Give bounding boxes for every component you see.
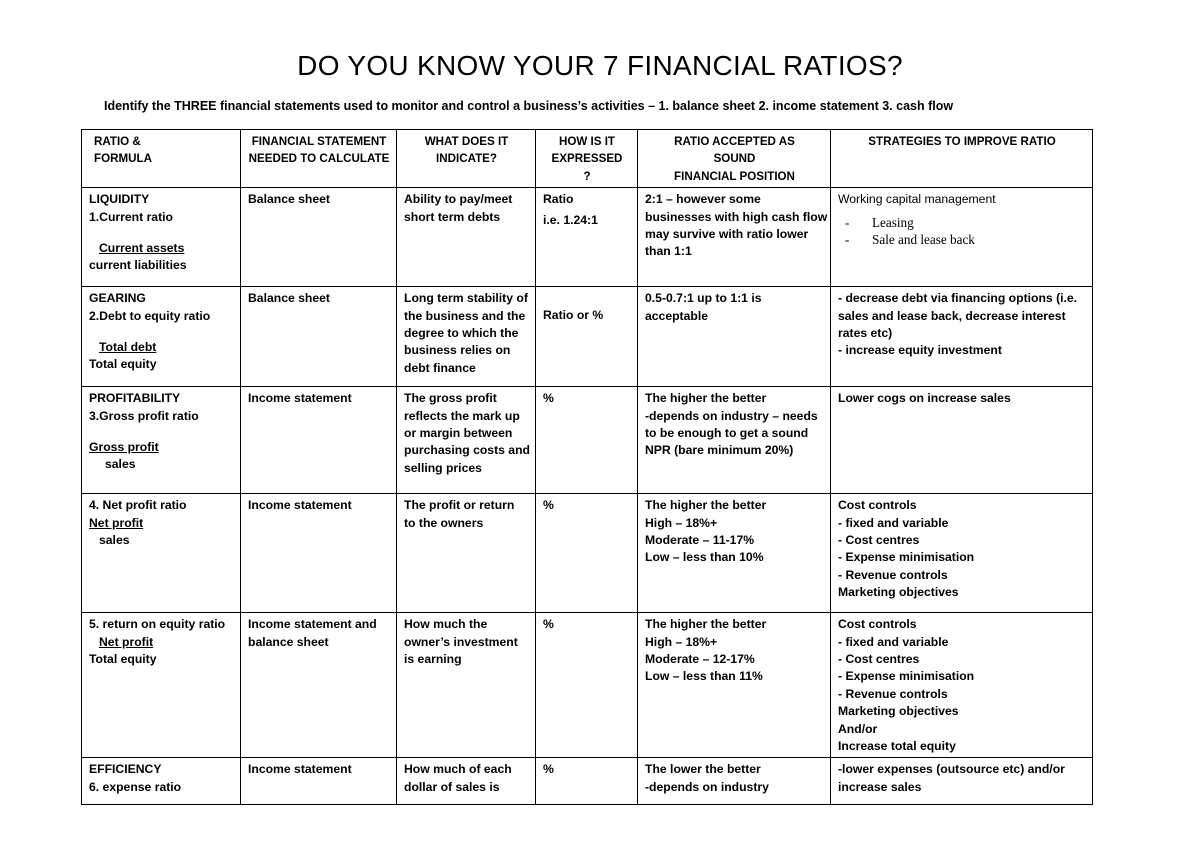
- table-row: [82, 758, 1093, 805]
- strategy-bullet-list: [838, 214, 1086, 248]
- expressed-cell: %: [536, 613, 638, 758]
- accepted-cell: 0.5-0.7:1 up to 1:1 is acceptable: [638, 287, 831, 387]
- indicates-cell: The profit or return to the owners: [397, 494, 536, 613]
- ratio-formula-cell: EFFICIENCY 6. expense ratio: [82, 758, 241, 805]
- formula-denominator: Total equity: [89, 357, 157, 372]
- statement-cell: Balance sheet: [241, 287, 397, 387]
- header-strategies: STRATEGIES TO IMPROVE RATIO: [831, 130, 1093, 188]
- table-row: [82, 613, 1093, 758]
- indicates-cell: How much of each dollar of sales is: [397, 758, 536, 805]
- ratios-table: [81, 129, 1093, 805]
- expressed-cell: %: [536, 387, 638, 494]
- subtitle: Identify the THREE financial statements used to monitor and control a business’s activities – 1. balance sheet 2. income statement 3. cash flow: [104, 99, 954, 113]
- formula-numerator: Net profit: [99, 634, 154, 649]
- ratio-formula-cell: 5. return on equity ratio Net profit Total equity: [82, 613, 241, 758]
- page-title: DO YOU KNOW YOUR 7 FINANCIAL RATIOS?: [297, 50, 903, 81]
- statement-cell: Income statement and balance sheet: [241, 613, 397, 758]
- strategies-cell: Cost controls - fixed and variable - Cost centres - Expense minimisation - Revenue controls Marketing objectives: [831, 494, 1093, 613]
- expressed-cell: %: [536, 494, 638, 613]
- indicates-cell: Ability to pay/meet short term debts: [397, 188, 536, 287]
- table-row: [82, 387, 1093, 494]
- table-row: [82, 494, 1093, 613]
- header-ratio-accepted: RATIO ACCEPTED AS SOUND FINANCIAL POSITION: [638, 130, 831, 188]
- formula-numerator: Current assets: [99, 241, 185, 256]
- header-financial-statement: FINANCIAL STATEMENT NEEDED TO CALCULATE: [241, 130, 397, 188]
- formula-denominator: Total equity: [89, 652, 157, 667]
- accepted-cell: The lower the better -depends on industry: [638, 758, 831, 805]
- formula-numerator: Total debt: [99, 340, 157, 355]
- formula-denominator: sales: [99, 533, 130, 548]
- header-row: [82, 130, 1093, 188]
- strategies-cell: - decrease debt via financing options (i.e. sales and lease back, decrease interest rates etc) - increase equity investment: [831, 287, 1093, 387]
- formula-numerator: Gross profit: [89, 440, 159, 455]
- indicates-cell: How much the owner’s investment is earning: [397, 613, 536, 758]
- header-what-indicate: WHAT DOES IT INDICATE?: [397, 130, 536, 188]
- statement-cell: Income statement: [241, 494, 397, 613]
- ratio-formula-cell: 4. Net profit ratio Net profit sales: [82, 494, 241, 613]
- expressed-cell: Ratio i.e. 1.24:1: [536, 188, 638, 287]
- strategies-cell: Cost controls - fixed and variable - Cost centres - Expense minimisation - Revenue controls Marketing objectives And/or Increase total equity: [831, 613, 1093, 758]
- indicates-cell: Long term stability of the business and the degree to which the business relies on debt finance: [397, 287, 536, 387]
- table-row: [82, 188, 1093, 287]
- accepted-cell: The higher the better High – 18%+ Moderate – 11-17% Low – less than 10%: [638, 494, 831, 613]
- ratio-formula-cell: PROFITABILITY 3.Gross profit ratio Gross profit sales: [82, 387, 241, 494]
- ratio-formula-cell: GEARING 2.Debt to equity ratio Total debt Total equity: [82, 287, 241, 387]
- table-row: [82, 287, 1093, 387]
- statement-cell: Income statement: [241, 758, 397, 805]
- strategies-cell: Working capital management - Leasing - Sale and lease back: [831, 188, 1093, 287]
- accepted-cell: The higher the better -depends on industry – needs to be enough to get a sound NPR (bare minimum 20%): [638, 387, 831, 494]
- indicates-cell: The gross profit reflects the mark up or margin between purchasing costs and selling prices: [397, 387, 536, 494]
- formula-denominator: sales: [105, 457, 136, 472]
- strategies-cell: -lower expenses (outsource etc) and/or increase sales: [831, 758, 1093, 805]
- strategies-cell: Lower cogs on increase sales: [831, 387, 1093, 494]
- list-item: - Leasing: [845, 214, 914, 230]
- header-ratio-formula: RATIO & FORMULA: [82, 130, 241, 188]
- formula-numerator: Net profit: [89, 515, 144, 530]
- accepted-cell: 2:1 – however some businesses with high cash flow may survive with ratio lower than 1:1: [638, 188, 831, 287]
- accepted-cell: The higher the better High – 18%+ Moderate – 12-17% Low – less than 11%: [638, 613, 831, 758]
- ratio-formula-cell: LIQUIDITY 1.Current ratio Current assets current liabilities: [82, 188, 241, 287]
- list-item: - Sale and lease back: [845, 231, 975, 247]
- expressed-cell: %: [536, 758, 638, 805]
- statement-cell: Balance sheet: [241, 188, 397, 287]
- expressed-cell: Ratio or %: [536, 287, 638, 387]
- formula-denominator: current liabilities: [89, 258, 187, 273]
- statement-cell: Income statement: [241, 387, 397, 494]
- header-how-expressed: HOW IS IT EXPRESSED ?: [536, 130, 638, 188]
